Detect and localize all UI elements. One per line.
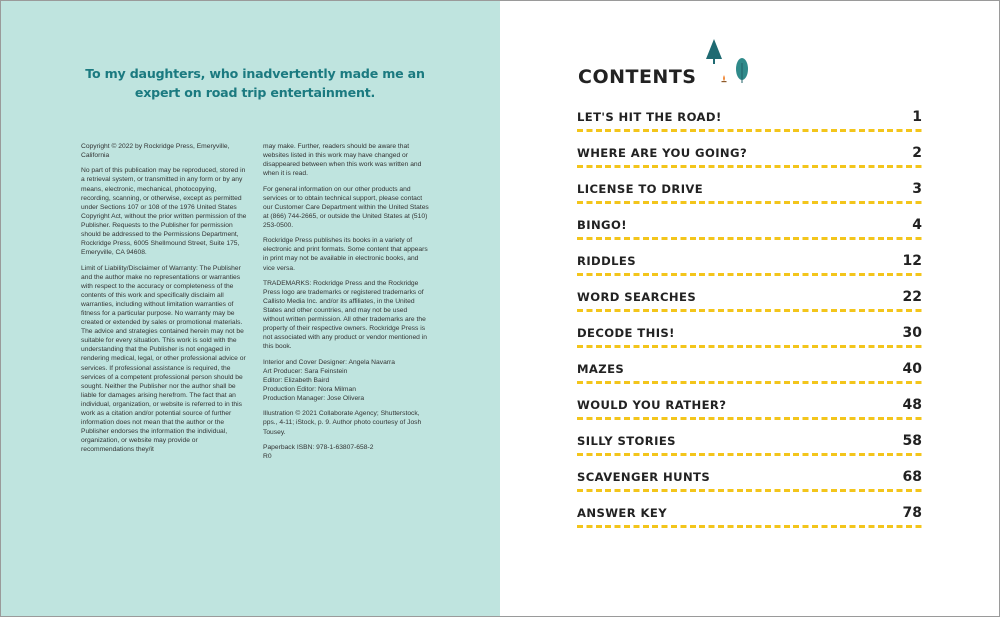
- dashed-divider: [577, 489, 922, 492]
- dashed-divider: [577, 381, 922, 384]
- dashed-divider: [577, 237, 922, 240]
- toc-entry-page: 4: [912, 217, 922, 233]
- dashed-divider: [577, 525, 922, 528]
- toc-entry-label: LICENSE TO DRIVE: [577, 182, 704, 196]
- credits-paragraph: Interior and Cover Designer: Angela Navarra Art Producer: Sara Feinstein Editor: Elizabeth Baird Production Editor: Nora Milman Production Manager: Jose Olivera: [263, 358, 395, 403]
- copyright-column-1: [81, 142, 247, 461]
- toc-entry-page: 58: [902, 433, 922, 449]
- toc-entry-page: 40: [902, 361, 922, 377]
- toc-entry-page: 22: [902, 289, 922, 305]
- toc-entry-label: WORD SEARCHES: [577, 290, 697, 304]
- dashed-divider: [577, 273, 922, 276]
- toc-entry[interactable]: [577, 506, 922, 542]
- toc-entry[interactable]: [577, 182, 922, 218]
- round-tree-icon: [736, 58, 748, 83]
- toc-entry[interactable]: [577, 254, 922, 290]
- dashed-divider: [577, 129, 922, 132]
- toc-entry[interactable]: [577, 290, 922, 326]
- copyright-paragraph: may make. Further, readers should be aware that websites listed in this work may have changed or disappeared between when this work was written and when it is read.: [263, 143, 422, 178]
- dashed-divider: [577, 309, 922, 312]
- toc-entry[interactable]: [577, 470, 922, 506]
- toc-entry-label: WOULD YOU RATHER?: [577, 398, 727, 412]
- contents-title: CONTENTS: [578, 66, 697, 88]
- dashed-divider: [577, 165, 922, 168]
- toc-entry-page: 68: [902, 469, 922, 485]
- toc-entry-page: 78: [902, 505, 922, 521]
- copyright-paragraph: No part of this publication may be reproduced, stored in a retrieval system, or transmitted in any form or by any means, electronic, mechanical, photocopying, recording, scanning, or otherwise, except as permitted under Sections 107 or 108 of the 1976 United States Copyright Act, without the prior written permission of the Publisher. Requests to the Publisher for permission should be addressed to the Permissions Department, Rockridge Press, 6005 Shellmound Street, Suite 175, Emeryville, CA 94608.: [81, 167, 247, 257]
- toc-entry-label: SILLY STORIES: [577, 434, 676, 448]
- toc-entry[interactable]: [577, 326, 922, 362]
- copyright-paragraph: TRADEMARKS: Rockridge Press and the Rockridge Press logo are trademarks or registered trademarks of Callisto Media Inc. and/or its affiliates, in the United States and other countries, and may not be used without written permission. All other trademarks are the property of their respective owners. Rockridge Press is not associated with any product or vendor mentioned in this book.: [263, 279, 427, 351]
- copyright-column-2: [263, 142, 429, 467]
- toc-entry[interactable]: [577, 110, 922, 146]
- toc-entry[interactable]: [577, 146, 922, 182]
- pine-tree-icon: [706, 39, 722, 64]
- toc-entry[interactable]: [577, 398, 922, 434]
- copyright-paragraph: Limit of Liability/Disclaimer of Warranty: The Publisher and the author make no representations or warranties with respect to the accuracy or completeness of the contents of this work and specifically disclaim all warranties, including without limitation warranties of fitness for a particular purpose. No warranty may be created or extended by sales or promotional materials. The advice and strategies contained herein may not be suitable for every situation. This work is sold with the understanding that the Publisher is not engaged in rendering medical, legal, or other professional advice or services. If professional assistance is required, the services of a competent professional person should be sought. Neither the Publisher nor the author shall be liable for damages arising herefrom. The fact that an individual, organization, or website is referred to in this work as a citation and/or potential source of further information does not mean that the author or the Publisher endorses the information the individual, organization, or website may provide or recommendations they/it: [81, 264, 246, 454]
- toc-entry[interactable]: [577, 218, 922, 254]
- copyright-page: [1, 1, 500, 616]
- toc-entry-page: 12: [902, 253, 922, 269]
- dashed-divider: [577, 453, 922, 456]
- contents-page: [500, 1, 999, 616]
- toc-entry-label: SCAVENGER HUNTS: [577, 470, 711, 484]
- toc-entry-label: DECODE THIS!: [577, 326, 675, 340]
- toc-entry-page: 2: [912, 145, 922, 161]
- copyright-paragraph: Rockridge Press publishes its books in a variety of electronic and print formats. Some content that appears in print may not be available in electronic books, and vice versa.: [263, 237, 428, 272]
- toc-entry-label: LET'S HIT THE ROAD!: [577, 110, 722, 124]
- toc-entry-page: 1: [912, 109, 922, 125]
- dedication: To my daughters, who inadvertently made me an expert on road trip entertainment.: [85, 66, 425, 100]
- toc-entry-label: ANSWER KEY: [577, 506, 667, 520]
- toc-entry-label: WHERE ARE YOU GOING?: [577, 146, 748, 160]
- dashed-divider: [577, 417, 922, 420]
- isbn-paragraph: Paperback ISBN: 978-1-63807-658-2 R0: [263, 443, 374, 460]
- toc-entry-page: 30: [902, 325, 922, 341]
- trees-illustration: [704, 39, 764, 89]
- toc-entry-label: BINGO!: [577, 218, 627, 232]
- copyright-paragraph: For general information on our other products and services or to obtain technical support, please contact our Customer Care Department within the United States at (866) 744-2665, or outside the United States at (510) 253-0500.: [263, 185, 429, 229]
- toc-entry-page: 48: [902, 397, 922, 413]
- copyright-paragraph: Copyright © 2022 by Rockridge Press, Emeryville, California: [81, 143, 230, 160]
- toc-entry-label: RIDDLES: [577, 254, 636, 268]
- dashed-divider: [577, 201, 922, 204]
- toc-entry[interactable]: [577, 362, 922, 398]
- campfire-icon: [722, 75, 727, 82]
- toc-entry[interactable]: [577, 434, 922, 470]
- toc-entry-label: MAZES: [577, 362, 625, 376]
- illustration-credits: Illustration © 2021 Collaborate Agency; Shutterstock, pps., 4-11; iStock, p. 9. Author photo courtesy of Josh Tousey.: [263, 410, 422, 436]
- toc-entry-page: 3: [912, 181, 922, 197]
- dashed-divider: [577, 345, 922, 348]
